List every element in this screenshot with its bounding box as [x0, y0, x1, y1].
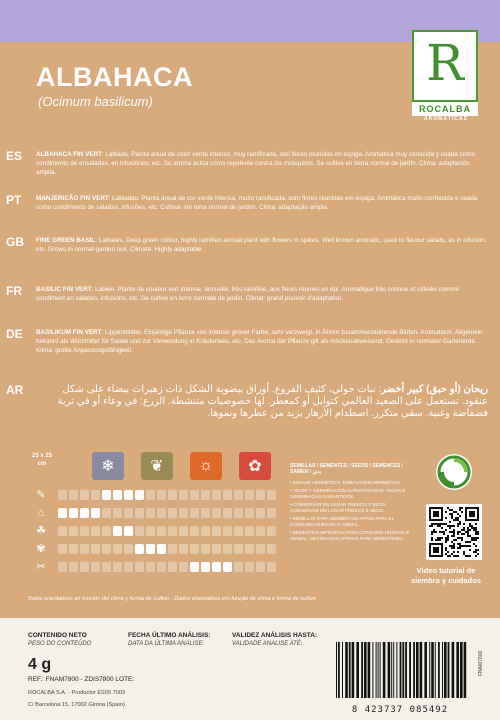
company-address: C/ Barcelona 15, 17002 Girona (Spain) — [28, 702, 125, 708]
calendar-cell — [212, 508, 221, 518]
calendar-cell — [102, 526, 111, 536]
calendar-cell — [113, 508, 122, 518]
reference-lot: REF.: FNAM7800 - ZDIS7800 LOTE: — [28, 676, 135, 683]
calendar-cell — [245, 508, 254, 518]
calendar-cell — [69, 544, 78, 554]
calendar-cell — [190, 526, 199, 536]
description-de — [36, 328, 488, 355]
calendar-cell — [245, 562, 254, 572]
calendar-row — [28, 506, 280, 520]
calendar-cell — [223, 526, 232, 536]
calendar-cell — [157, 526, 166, 536]
barcode-number: 8 423737 085492 — [351, 705, 449, 715]
calendar-cell — [80, 490, 89, 500]
calendar-cell — [113, 490, 122, 500]
calendar-cell — [179, 526, 188, 536]
calendar-cell — [91, 490, 100, 500]
analysis-valid-label: VALIDEZ ANÁLISIS HASTA: — [232, 632, 318, 639]
description-es — [36, 150, 488, 177]
net-content-label: CONTENIDO NETO — [28, 632, 87, 639]
calendar-cell — [212, 526, 221, 536]
rocalba-logo — [404, 30, 488, 122]
calendar-cell — [212, 490, 221, 500]
variety-name: FINE GREEN BASIL — [36, 237, 96, 244]
variety-text: : نبات حولي، كثيف الفروع. أوراق بيضوية الشكل ذات زهيرات بيضاء على شكل عنقود. تستعمل على الصعيد العالمي كتوابل أو كمعطر. لها خصوصيات متنشطة. الزرع: في وعاء أو في تربة فضفاضة وغنية. سقي متكرر. اصطدام الأزهار يزيد من عطرها ونموها. — [57, 384, 488, 419]
calendar-cell — [168, 508, 177, 518]
calendar-cell — [168, 562, 177, 572]
calendar-cell — [223, 490, 232, 500]
variety-name: BASILIC FIN VERT — [36, 286, 92, 293]
calendar-cell — [212, 562, 221, 572]
calendar-cell — [245, 526, 254, 536]
calendar-cell — [256, 490, 265, 500]
calendar-cell — [234, 490, 243, 500]
calendar-cell — [102, 508, 111, 518]
plant-spacing-label: 25 x 25 cm — [31, 453, 53, 467]
calendar-cell — [135, 526, 144, 536]
calendar-cell — [69, 490, 78, 500]
variety-text: : Lippenblütler. Einjährige Pflanze von intensiv grüner Farbe, sehr verzweigt, in Ähren zusammenstehende Blüten. Aromatisch. Allgemein bekannt als Würzmittel für Salate und zur Verwendung in Kräutertees, etc. Das Aroma der Pflanze gilt als mückenabweisend. Gedeiht in normaler Gartenerde. Klima: große Anpassungsfähigkeit. — [36, 329, 483, 354]
calendar-cell — [267, 562, 276, 572]
calendar-cell — [212, 544, 221, 554]
lang-code-es: ES — [6, 149, 23, 163]
calendar-cell — [234, 544, 243, 554]
legend-item: • SEMILLAS PARA SIEMBRA NO APTAS PARA EL CONSUMO HUMANO O ANIMAL. — [290, 516, 395, 527]
page-title: ALBAHACA — [36, 62, 193, 92]
calendar-cell — [135, 544, 144, 554]
calendar-cell — [157, 508, 166, 518]
lang-code-pt: PT — [6, 193, 22, 207]
calendar-cell — [157, 562, 166, 572]
calendar-cell — [267, 544, 276, 554]
calendar-row — [28, 488, 280, 502]
calendar-cell — [113, 544, 122, 554]
calendar-cell — [157, 490, 166, 500]
calendar-cell — [146, 544, 155, 554]
harvest-icon: ✂ — [36, 561, 46, 573]
calendar-cell — [58, 544, 67, 554]
variety-name: BASILIKUM FIN VERT — [36, 329, 102, 336]
leaf-icon: ❦ — [141, 452, 173, 480]
calendar-cell — [80, 562, 89, 572]
calendar-cell — [267, 508, 276, 518]
calendar-cell — [58, 562, 67, 572]
legend-head: SEMILLAS / SEMENTES / SEEDS / SEMENCES / SAMEN / بذور — [290, 463, 404, 475]
variety-text: : Labiates. Deep green colour, highly ramified annual plant with flowers in spikes. Well known aromatic, used to flavour salads, as in infusion, etc. Grows in normal garden soil. Climate: Highly adaptable. — [36, 237, 487, 253]
analysis-valid-sub: VALIDADE ANALISE ATÉ: — [232, 641, 303, 647]
variety-name: MANJERICÃO FIN VERT — [36, 195, 109, 202]
calendar-cell — [245, 544, 254, 554]
calendar-cell — [69, 508, 78, 518]
net-weight: 4 g — [28, 656, 52, 673]
calendar-cell — [256, 526, 265, 536]
scientific-name: (Ocimum basilicum) — [38, 94, 153, 109]
calendar-cell — [124, 562, 133, 572]
description-ar — [36, 384, 488, 420]
calendar-cell — [146, 526, 155, 536]
video-line1: Vídeo tutorial de — [416, 566, 476, 575]
calendar-cell — [223, 508, 232, 518]
flowering-icon: ✾ — [36, 543, 46, 555]
calendar-cell — [201, 508, 210, 518]
calendar-cell — [179, 508, 188, 518]
legend-item: • CONSERVAR EN LUGAR FRESCO Y SECO. CONSERVAR EM LUGAR FRESCO E SECO. — [290, 501, 387, 513]
video-line2: siembra y cuidados — [410, 576, 482, 585]
calendar-cell — [256, 562, 265, 572]
variety-text: : Labiadas. Planta anual de cor verde intensa, muito ramificada, com flores reunidas em espiga. Aromática muito conhecida e usada como condimento de saladas, infusões, etc. Cultivar em terra normal de jardim. Clima: adaptação ampla. — [36, 195, 478, 211]
calendar-cell — [58, 526, 67, 536]
logo-word: ROCALBA — [412, 102, 478, 116]
description-gb — [36, 236, 488, 254]
calendar-cell — [102, 490, 111, 500]
calendar-cell — [190, 562, 199, 572]
variety-name: ALBAHACA FIN VERT — [36, 151, 102, 158]
calendar-cell — [168, 490, 177, 500]
calendar-cell — [190, 508, 199, 518]
company-name: ROCALBA S.A. · Productor ES09 7003 — [28, 690, 126, 696]
calendar-cell — [190, 490, 199, 500]
calendar-cell — [69, 562, 78, 572]
variety-name: ريحان (أو حبق) كبير أخضر — [381, 384, 488, 395]
calendar-cell — [135, 508, 144, 518]
legend-item: • SEMENTES IMPRÓPIAS PARA CONSUMO HUMANO E ANIMAL, DESTINADAS APENAS PARA SEMENTEIRA. — [290, 530, 410, 541]
description-fr — [36, 285, 488, 303]
side-code: FNAM7800 — [478, 650, 484, 676]
calendar-cell — [91, 508, 100, 518]
legend-item: • ENVASE HERMÉTICO. EMBALAGEM HERMÉTICA — [290, 479, 401, 485]
calendar-cell — [91, 544, 100, 554]
calendar-cell — [223, 562, 232, 572]
indoor-sowing-icon: ⌂ — [37, 507, 45, 519]
calendar-cell — [135, 562, 144, 572]
calendar-cell — [58, 490, 67, 500]
barcode — [330, 642, 470, 715]
logo-letter: R — [426, 34, 464, 92]
calendar-cell — [234, 526, 243, 536]
sowing-calendar — [28, 452, 280, 582]
logo-sub: AROMÁTICAS — [424, 116, 468, 122]
calendar-cell — [146, 562, 155, 572]
calendar-cell — [102, 544, 111, 554]
calendar-cell — [113, 526, 122, 536]
snowflake-icon: ❄ — [92, 452, 124, 480]
calendar-cell — [80, 508, 89, 518]
calendar-row — [28, 560, 280, 574]
calendar-cell — [69, 526, 78, 536]
calendar-cell — [124, 508, 133, 518]
seeds-legend — [290, 464, 410, 544]
calendar-cell — [256, 508, 265, 518]
qr-code[interactable] — [426, 504, 482, 560]
variety-text: : Labiada. Planta anual de color verde intenso, muy ramificada, con flores reunidas en espiga. Aromática muy conocida y usada como condimento de ensaladas, en infusiones, etc. Su aroma actúa como repelente contra los mosquitos. Se cultiva en tierra normal de jardín. Clima: adaptación amplia. — [36, 151, 476, 176]
maple-leaf-icon: ✿ — [239, 452, 271, 480]
calendar-cell — [157, 544, 166, 554]
calendar-cell — [267, 490, 276, 500]
calendar-cell — [234, 508, 243, 518]
calendar-cell — [135, 490, 144, 500]
calendar-cell — [256, 544, 265, 554]
sun-icon: ☼ — [190, 452, 222, 480]
calendar-cell — [91, 526, 100, 536]
transplant-icon: ☘ — [36, 525, 46, 537]
calendar-row — [28, 524, 280, 538]
calendar-cell — [102, 562, 111, 572]
calendar-cell — [179, 562, 188, 572]
calendar-cell — [201, 562, 210, 572]
calendar-cell — [190, 544, 199, 554]
analysis-date-sub: DATA DA ÚLTIMA ANALISE: — [128, 641, 205, 647]
calendar-cell — [113, 562, 122, 572]
calendar-cell — [267, 526, 276, 536]
footnote: Datos orientativos en función del clima y forma de cultivo · Dados orientativos em função de clima e forma de cultivo — [28, 596, 317, 602]
calendar-cell — [124, 490, 133, 500]
description-pt — [36, 194, 488, 212]
calendar-cell — [146, 508, 155, 518]
calendar-cell — [179, 544, 188, 554]
calendar-cell — [201, 544, 210, 554]
seed-sowing-icon: ✎ — [36, 489, 46, 501]
green-dot-icon — [436, 454, 472, 490]
variety-text: : Labiée. Plante de couleur vert intense, annuelle, très ramifiée, aux fleurs réunies en épi. Aromatique très connue et utilisée comme condiment en salades, infusions, etc. Se cultive en terre normale de jardin. Climat: grand pouvoir d'adaptation. — [36, 286, 460, 302]
calendar-cell — [201, 490, 210, 500]
calendar-cell — [234, 562, 243, 572]
calendar-cell — [201, 526, 210, 536]
calendar-cell — [58, 508, 67, 518]
legend-item: • VIGOR Y GERMINACIÓN GARANTIZADOS. VIGOR E GERMINAÇÃO GARANTIDOS. — [290, 487, 406, 499]
calendar-cell — [179, 490, 188, 500]
calendar-cell — [91, 562, 100, 572]
calendar-cell — [80, 526, 89, 536]
lang-code-de: DE — [6, 327, 23, 341]
calendar-cell — [80, 544, 89, 554]
calendar-cell — [146, 490, 155, 500]
calendar-cell — [124, 544, 133, 554]
lang-code-fr: FR — [6, 284, 22, 298]
calendar-cell — [168, 544, 177, 554]
lang-code-ar: AR — [6, 383, 24, 397]
video-tutorial-link[interactable] — [396, 566, 496, 586]
lang-code-gb: GB — [6, 235, 24, 249]
analysis-date-label: FECHA ÚLTIMO ANÁLISIS: — [128, 632, 211, 639]
calendar-cell — [124, 526, 133, 536]
calendar-cell — [245, 490, 254, 500]
calendar-cell — [223, 544, 232, 554]
net-content-sub: PESO DO CONTEÚDO — [28, 641, 92, 647]
calendar-row — [28, 542, 280, 556]
calendar-cell — [168, 526, 177, 536]
